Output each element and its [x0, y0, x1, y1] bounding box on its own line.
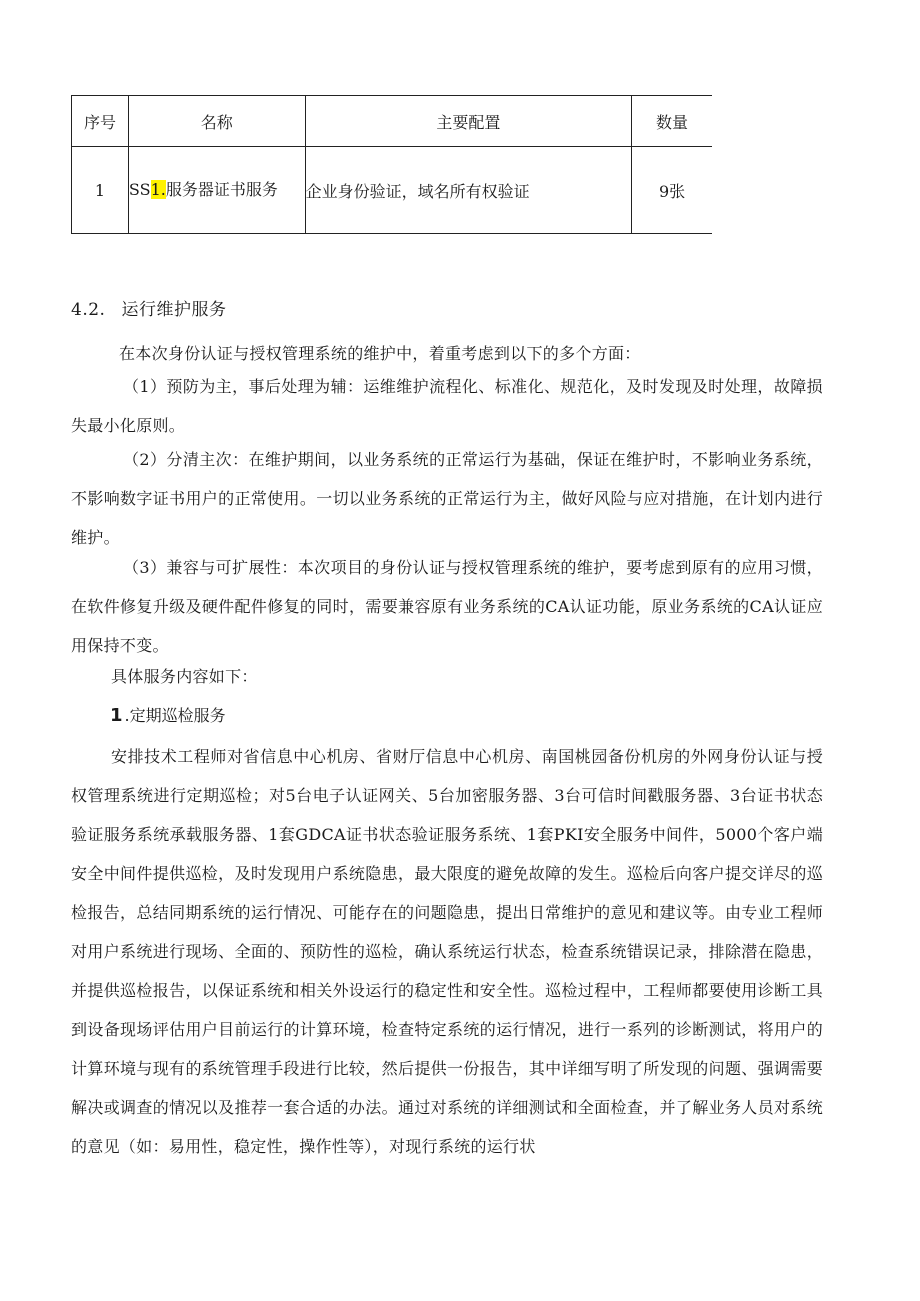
subsection-heading — [110, 703, 226, 726]
header-no: 序号 — [72, 96, 129, 147]
name-rest: 服务器证书服务 — [165, 180, 278, 199]
paragraph-2: （2）分清主次：在维护期间，以业务系统的正常运行为基础，保证在维护时，不影响业务系统，不影响数字证书用户的正常使用。一切以业务系统的正常运行为主，做好风险与应对措施，在计划内进行维护。 — [71, 450, 823, 547]
cell-name-text — [129, 173, 305, 207]
header-qty: 数量 — [632, 96, 712, 147]
table-row — [72, 147, 713, 234]
cell-config: 企业身份验证，域名所有权验证 — [305, 147, 631, 234]
name-prefix: SS — [128, 180, 151, 199]
section-number: 4.2. — [71, 300, 106, 320]
paragraph-1: （1）预防为主，事后处理为辅：运维维护流程化、标准化、规范化，及时发现及时处理，故障损失最小化原则。 — [71, 377, 823, 435]
subsection-title: .定期巡检服务 — [124, 706, 226, 725]
subsection-number: 1 — [110, 705, 123, 726]
section-heading — [71, 295, 226, 320]
header-config: 主要配置 — [305, 96, 631, 147]
cell-no: 1 — [72, 147, 129, 234]
name-highlight: 1. — [150, 180, 166, 199]
service-intro: 具体服务内容如下： — [111, 667, 258, 686]
intro-paragraph: 在本次身份认证与授权管理系统的维护中，着重考虑到以下的多个方面： — [119, 344, 641, 363]
cell-name — [128, 147, 305, 234]
section-title: 运行维护服务 — [121, 300, 227, 320]
paragraph-3: （3）兼容与可扩展性：本次项目的身份认证与授权管理系统的维护，要考虑到原有的应用习惯，在软件修复升级及硬件配件修复的同时，需要兼容原有业务系统的CA认证功能，原业务系统的CA认证应用保持不变。 — [71, 558, 823, 655]
header-name: 名称 — [128, 96, 305, 147]
service-body: 安排技术工程师对省信息中心机房、省财厅信息中心机房、南国桃园备份机房的外网身份认证与授权管理系统进行定期巡检；对5台电子认证网关、5台加密服务器、3台可信时间戳服务器、3台证书状态验证服务系统承载服务器、1套GDCA证书状态验证服务系统、1套PKI安全服务中间件，5000个客户端安全中间件提供巡检，及时发现用户系统隐患，最大限度的避免故障的发生。巡检后向客户提交详尽的巡检报告，总结同期系统的运行情况、可能存在的问题隐患，提出日常维护的意见和建议等。由专业工程师对用户系统进行现场、全面的、预防性的巡检，确认系统运行状态，检查系统错误记录，排除潜在隐患，并提供巡检报告，以保证系统和相关外设运行的稳定性和安全性。巡检过程中，工程师都要使用诊断工具到设备现场评估用户目前运行的计算环境，检查特定系统的运行情况，进行一系列的诊断测试，将用户的计算环境与现有的系统管理手段进行比较，然后提供一份报告，其中详细写明了所发现的问题、强调需要解决或调查的情况以及推荐一套合适的办法。通过对系统的详细测试和全面检查，并了解业务人员对系统的意见（如：易用性，稳定性，操作性等），对现行系统的运行状 — [71, 747, 823, 1156]
table-header-row — [72, 96, 713, 147]
spec-table — [71, 95, 712, 234]
cell-qty: 9张 — [632, 147, 712, 234]
